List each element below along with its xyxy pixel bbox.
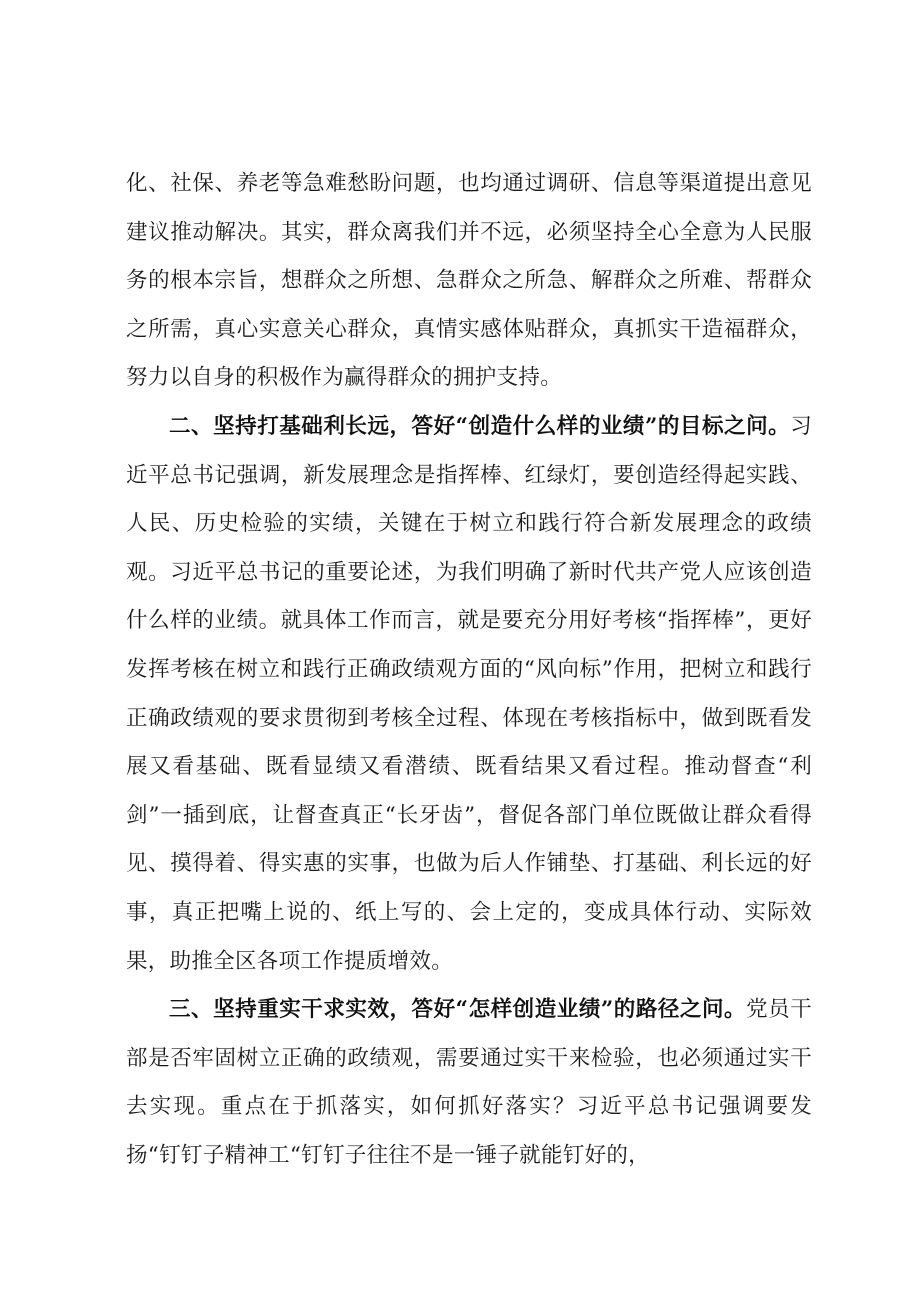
section-2-heading: 二、坚持打基础利长远，答好“创造什么样的业绩”的目标之问。 — [169, 413, 791, 439]
document-body — [126, 160, 812, 1180]
section-2-paragraph — [126, 403, 812, 986]
section-3-body: 党员干部是否牢固树立正确的政绩观，需要通过实干来检验，也必须通过实干去实现。重点在于抓落实，如何抓好落实？习近平总书记强调要发扬“钉钉子精神工“钉钉子往往不是一锤子就能钉好的， — [126, 997, 812, 1168]
section-2-body: 习近平总书记强调，新发展理念是指挥棒、红绿灯，要创造经得起实践、人民、历史检验的实绩，关键在于树立和践行符合新发展理念的政绩观。习近平总书记的重要论述，为我们明确了新时代共产党人应该创造什么样的业绩。就具体工作而言，就是要充分用好考核“指挥棒”，更好发挥考核在树立和践行正确政绩观方面的“风向标”作用，把树立和践行正确政绩观的要求贯彻到考核全过程、体现在考核指标中，做到既看发展又看基础、既看显绩又看潜绩、既看结果又看过程。推动督查“利剑”一插到底，让督查真正“长牙齿”，督促各部门单位既做让群众看得见、摸得着、得实惠的实事，也做为后人作铺垫、打基础、利长远的好事，真正把嘴上说的、纸上写的、会上定的，变成具体行动、实际效果，助推全区各项工作提质增效。 — [126, 413, 812, 974]
section-3-paragraph — [126, 986, 812, 1180]
paragraph-continuation: 化、社保、养老等急难愁盼问题，也均通过调研、信息等渠道提出意见建议推动解决。其实，群众离我们并不远，必须坚持全心全意为人民服务的根本宗旨，想群众之所想、急群众之所急、解群众之所难、帮群众之所需，真心实意关心群众，真情实感体贴群众，真抓实干造福群众，努力以自身的积极作为赢得群众的拥护支持。 — [126, 171, 812, 391]
section-3-heading: 三、坚持重实干求实效，答好“怎样创造业绩”的路径之问。 — [169, 997, 747, 1023]
